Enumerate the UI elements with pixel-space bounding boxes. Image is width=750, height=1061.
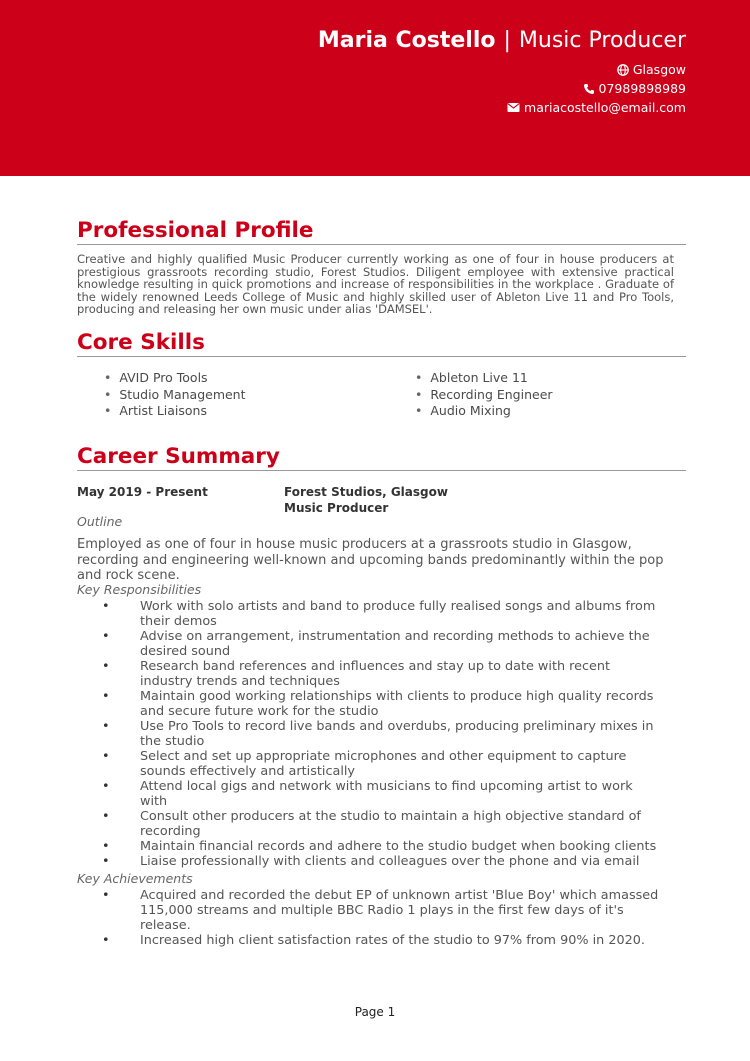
list-item: • Maintain financial records and adhere to the studio budget when booking clients bbox=[102, 839, 662, 854]
skill-item: • Studio Management bbox=[104, 387, 246, 404]
job-dates: May 2019 - Present bbox=[77, 485, 208, 499]
candidate-name: Maria Costello bbox=[317, 28, 496, 53]
envelope-icon bbox=[507, 102, 520, 113]
title-separator: | bbox=[503, 28, 511, 53]
page-number: Page 1 bbox=[354, 1005, 396, 1019]
list-item: • Maintain good working relationships with clients to produce high quality records and secure future work for the studio bbox=[102, 689, 662, 719]
list-item: • Select and set up appropriate microphones and other equipment to capture sounds effectively and artistically bbox=[102, 749, 662, 779]
contact-phone bbox=[583, 81, 686, 96]
skill-item: • Recording Engineer bbox=[415, 387, 553, 404]
skill-item: • Ableton Live 11 bbox=[415, 370, 553, 387]
list-item: • Attend local gigs and network with musicians to find upcoming artist to work with bbox=[102, 779, 662, 809]
job-company: Forest Studios, Glasgow bbox=[284, 485, 448, 499]
job-outline: Employed as one of four in house music producers at a grassroots studio in Glasgow, recording and engineering well-known and upcoming bands predominantly within the pop and rock scene. bbox=[77, 537, 664, 583]
location-text: Glasgow bbox=[632, 62, 686, 77]
phone-text: 07989898989 bbox=[598, 81, 686, 96]
job-role: Music Producer bbox=[284, 501, 389, 515]
achievements-label: Key Achievements bbox=[77, 871, 193, 886]
list-item: • Acquired and recorded the debut EP of unknown artist 'Blue Boy' which amassed 115,000 streams and multiple BBC Radio 1 plays in the first few days of it's release. bbox=[102, 888, 662, 933]
email-link[interactable]: mariacostello@email.com bbox=[524, 100, 686, 115]
contact-email bbox=[507, 100, 686, 115]
list-item: • Increased high client satisfaction rates of the studio to 97% from 90% in 2020. bbox=[102, 933, 662, 948]
header-banner bbox=[0, 0, 750, 176]
section-heading-skills: Core Skills bbox=[77, 330, 686, 357]
section-heading-profile: Professional Profile bbox=[77, 218, 686, 245]
achievements-list bbox=[102, 888, 662, 948]
responsibilities-list bbox=[102, 599, 662, 869]
skill-item: • Audio Mixing bbox=[415, 403, 553, 420]
contact-location bbox=[617, 62, 686, 77]
list-item: • Research band references and influences and stay up to date with recent industry trends and techniques bbox=[102, 659, 662, 689]
job-title: Music Producer bbox=[518, 28, 686, 53]
header-title bbox=[318, 28, 686, 53]
list-item: • Consult other producers at the studio to maintain a high objective standard of recording bbox=[102, 809, 662, 839]
section-heading-career: Career Summary bbox=[77, 444, 686, 471]
skills-list-left bbox=[104, 370, 246, 420]
list-item: • Work with solo artists and band to produce fully realised songs and albums from their demos bbox=[102, 599, 662, 629]
skill-item: • Artist Liaisons bbox=[104, 403, 246, 420]
skill-item: • AVID Pro Tools bbox=[104, 370, 246, 387]
globe-icon bbox=[617, 64, 629, 76]
phone-icon bbox=[583, 83, 595, 95]
skills-list-right bbox=[415, 370, 553, 420]
list-item: • Liaise professionally with clients and colleagues over the phone and via email bbox=[102, 854, 662, 869]
profile-summary: Creative and highly qualified Music Producer currently working as one of four in house producers at prestigious grassroots recording studio, Forest Studios. Diligent employee with extensive practical knowledge resulting in quick promotions and increase of responsibilities in the workplace . Graduate of the widely renowned Leeds College of Music and highly skilled user of Ableton Live 11 and Pro Tools, producing and releasing her own music under alias 'DAMSEL'. bbox=[77, 252, 674, 317]
responsibilities-label: Key Responsibilities bbox=[77, 582, 202, 597]
list-item: • Advise on arrangement, instrumentation and recording methods to achieve the desired sound bbox=[102, 629, 662, 659]
list-item: • Use Pro Tools to record live bands and overdubs, producing preliminary mixes in the studio bbox=[102, 719, 662, 749]
outline-label: Outline bbox=[77, 514, 123, 529]
